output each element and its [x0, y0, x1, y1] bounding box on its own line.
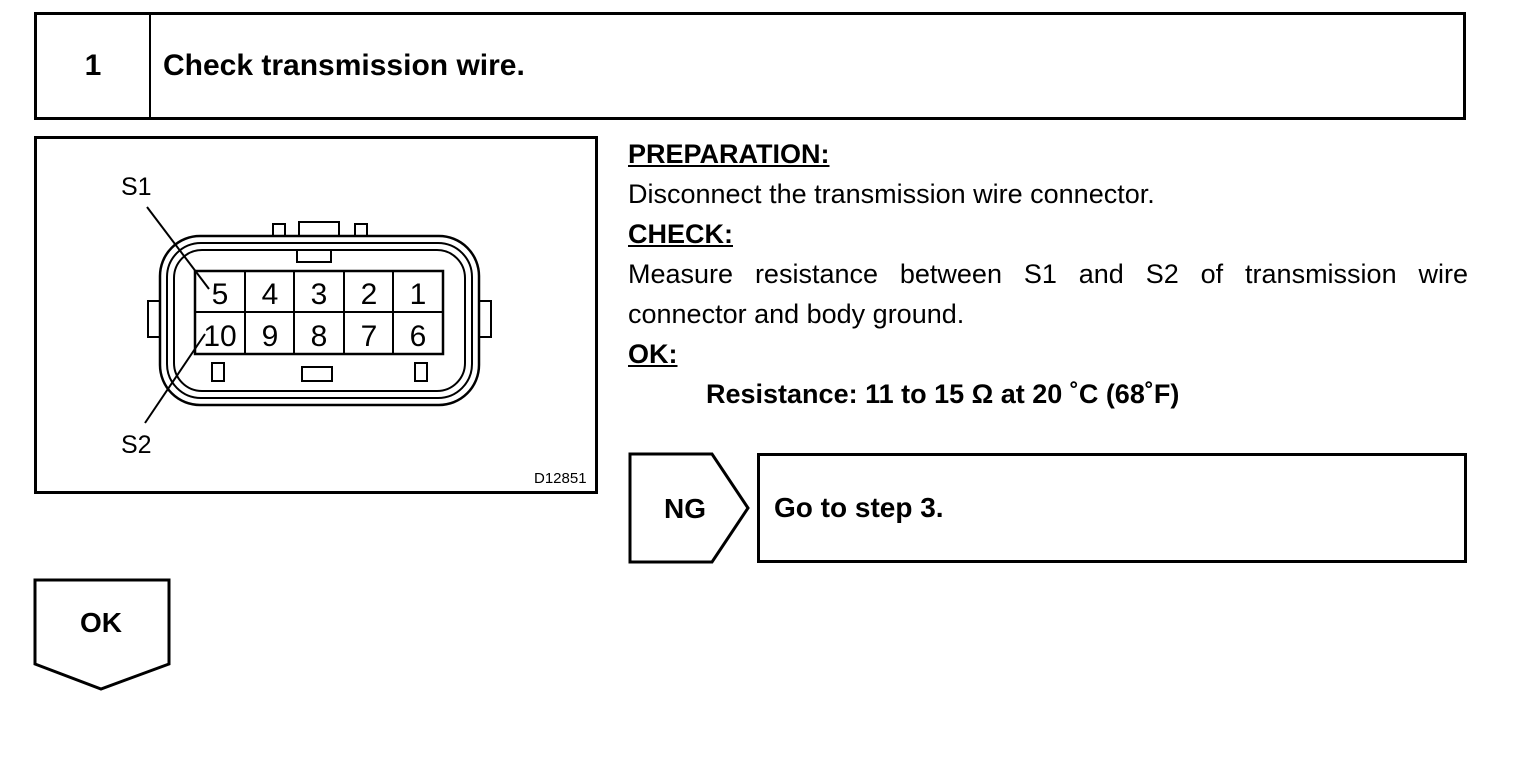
s2-label: S2	[121, 431, 152, 459]
pin-label: 2	[360, 278, 378, 311]
check-heading: CHECK:	[628, 219, 733, 249]
resistance-spec: Resistance: 11 to 15 Ω at 20 ˚C (68˚F)	[706, 379, 1180, 409]
step-title: Check transmission wire.	[163, 49, 525, 82]
pin-label: 5	[211, 278, 229, 311]
ok-label: OK	[80, 607, 122, 638]
instructions	[628, 134, 1468, 414]
ok-heading: OK:	[628, 339, 678, 369]
ok-arrow	[33, 578, 173, 697]
pin-label: 6	[409, 320, 427, 353]
pin-label: 8	[310, 320, 328, 353]
step-header	[34, 12, 1466, 120]
figure-id: D12851	[534, 470, 587, 487]
pin-label: 7	[360, 320, 378, 353]
connector-key-slot	[297, 250, 331, 262]
ng-arrow	[628, 452, 752, 569]
pin-label: 4	[261, 278, 279, 311]
pin-label: 3	[310, 278, 328, 311]
step-number: 1	[37, 15, 151, 117]
pin-label: 1	[409, 278, 427, 311]
ng-label: NG	[664, 493, 706, 524]
pin-label: 10	[203, 320, 237, 353]
preparation-text: Disconnect the transmission wire connector.	[628, 179, 1155, 209]
pin-label: 9	[261, 320, 279, 353]
connector-notch	[302, 367, 332, 381]
preparation-heading: PREPARATION:	[628, 139, 830, 169]
ng-action-text: Go to step 3.	[774, 492, 944, 523]
connector-diagram	[37, 139, 595, 491]
connector-figure	[34, 136, 598, 494]
ng-action-box	[757, 453, 1467, 563]
check-text: Measure resistance between S1 and S2 of transmission wire connector and body ground.	[628, 259, 1468, 329]
s1-label: S1	[121, 173, 152, 201]
connector-notch	[212, 363, 224, 381]
connector-notch	[415, 363, 427, 381]
